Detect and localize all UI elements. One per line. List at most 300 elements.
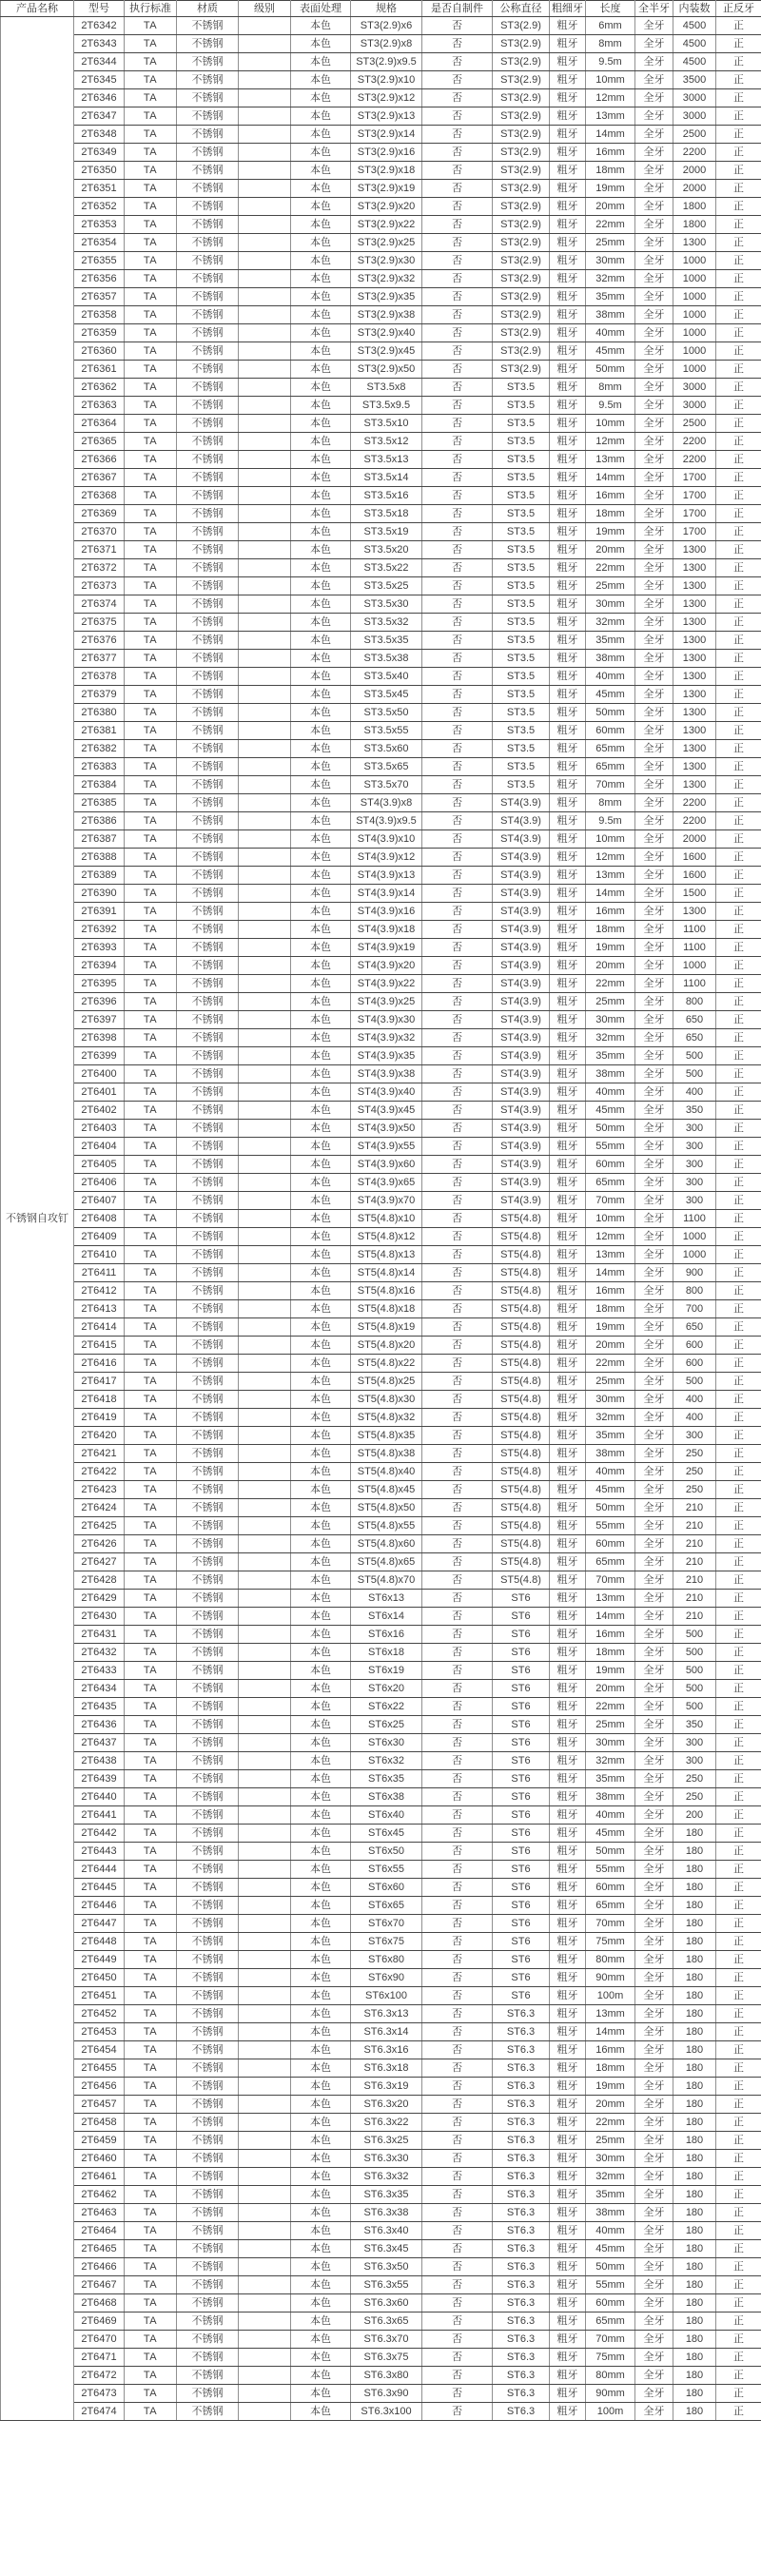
cell-full-half-thread: 全牙	[635, 1445, 673, 1463]
cell-thread-direction: 正	[716, 1318, 761, 1337]
cell-diameter: ST3(2.9)	[493, 216, 550, 234]
cell-standard: TA	[125, 1156, 177, 1174]
cell-diameter: ST3.5	[493, 650, 550, 668]
cell-grade	[239, 1825, 291, 1843]
table-row	[1, 1590, 761, 1608]
cell-spec: ST4(3.9)x38	[351, 1065, 422, 1083]
table-row	[1, 126, 761, 144]
cell-surface: 本色	[291, 1644, 351, 1662]
cell-length: 55mm	[586, 1138, 635, 1156]
cell-self-made: 否	[422, 632, 493, 650]
cell-standard: TA	[125, 2204, 177, 2222]
cell-thread-direction: 正	[716, 216, 761, 234]
cell-grade	[239, 993, 291, 1011]
cell-material: 不锈钢	[177, 1933, 239, 1951]
cell-length: 13mm	[586, 451, 635, 469]
cell-model: 2T6342	[74, 17, 125, 35]
cell-thread-pitch: 粗牙	[550, 1463, 586, 1481]
cell-length: 30mm	[586, 1391, 635, 1409]
cell-grade	[239, 1644, 291, 1662]
cell-spec: ST4(3.9)x35	[351, 1047, 422, 1065]
table-row	[1, 2132, 761, 2150]
cell-material: 不锈钢	[177, 252, 239, 270]
cell-spec: ST4(3.9)x13	[351, 867, 422, 885]
cell-thread-pitch: 粗牙	[550, 1734, 586, 1752]
cell-full-half-thread: 全牙	[635, 252, 673, 270]
cell-standard: TA	[125, 270, 177, 288]
cell-thread-direction: 正	[716, 1698, 761, 1716]
cell-thread-direction: 正	[716, 17, 761, 35]
cell-model: 2T6376	[74, 632, 125, 650]
cell-thread-direction: 正	[716, 2222, 761, 2240]
cell-spec: ST3.5x13	[351, 451, 422, 469]
cell-self-made: 否	[422, 342, 493, 361]
cell-material: 不锈钢	[177, 270, 239, 288]
cell-grade	[239, 2349, 291, 2367]
cell-model: 2T6421	[74, 1445, 125, 1463]
cell-diameter: ST6	[493, 1969, 550, 1987]
cell-model: 2T6436	[74, 1716, 125, 1734]
cell-self-made: 否	[422, 451, 493, 469]
cell-spec: ST6.3x16	[351, 2041, 422, 2059]
cell-full-half-thread: 全牙	[635, 397, 673, 415]
cell-thread-pitch: 粗牙	[550, 2222, 586, 2240]
cell-standard: TA	[125, 1047, 177, 1065]
cell-full-half-thread: 全牙	[635, 2005, 673, 2023]
cell-diameter: ST6.3	[493, 2313, 550, 2331]
cell-self-made: 否	[422, 53, 493, 71]
cell-self-made: 否	[422, 198, 493, 216]
cell-diameter: ST3(2.9)	[493, 270, 550, 288]
cell-full-half-thread: 全牙	[635, 1427, 673, 1445]
cell-length: 60mm	[586, 2294, 635, 2313]
cell-thread-pitch: 粗牙	[550, 1499, 586, 1517]
cell-full-half-thread: 全牙	[635, 1806, 673, 1825]
cell-pack-qty: 500	[673, 1047, 716, 1065]
cell-diameter: ST4(3.9)	[493, 957, 550, 975]
cell-pack-qty: 4500	[673, 17, 716, 35]
cell-diameter: ST4(3.9)	[493, 1047, 550, 1065]
cell-diameter: ST6	[493, 1734, 550, 1752]
cell-full-half-thread: 全牙	[635, 2078, 673, 2096]
cell-spec: ST6x70	[351, 1915, 422, 1933]
cell-thread-pitch: 粗牙	[550, 107, 586, 126]
cell-self-made: 否	[422, 270, 493, 288]
cell-grade	[239, 1445, 291, 1463]
cell-diameter: ST4(3.9)	[493, 1174, 550, 1192]
cell-model: 2T6356	[74, 270, 125, 288]
cell-material: 不锈钢	[177, 180, 239, 198]
cell-pack-qty: 180	[673, 1861, 716, 1879]
cell-full-half-thread: 全牙	[635, 722, 673, 740]
cell-grade	[239, 487, 291, 505]
table-row	[1, 252, 761, 270]
cell-material: 不锈钢	[177, 1192, 239, 1210]
cell-thread-direction: 正	[716, 306, 761, 324]
cell-thread-direction: 正	[716, 1246, 761, 1264]
cell-pack-qty: 3000	[673, 107, 716, 126]
cell-self-made: 否	[422, 541, 493, 559]
cell-thread-pitch: 粗牙	[550, 180, 586, 198]
cell-standard: TA	[125, 1228, 177, 1246]
cell-spec: ST3(2.9)x20	[351, 198, 422, 216]
cell-length: 20mm	[586, 2096, 635, 2114]
table-row	[1, 1011, 761, 1029]
cell-model: 2T6399	[74, 1047, 125, 1065]
cell-pack-qty: 2500	[673, 415, 716, 433]
cell-pack-qty: 210	[673, 1590, 716, 1608]
cell-standard: TA	[125, 1517, 177, 1535]
cell-thread-pitch: 粗牙	[550, 71, 586, 89]
col-diameter: 公称直径	[493, 1, 550, 17]
cell-grade	[239, 1373, 291, 1391]
cell-full-half-thread: 全牙	[635, 144, 673, 162]
cell-standard: TA	[125, 1102, 177, 1120]
cell-diameter: ST3(2.9)	[493, 234, 550, 252]
cell-full-half-thread: 全牙	[635, 2331, 673, 2349]
cell-surface: 本色	[291, 1192, 351, 1210]
cell-thread-direction: 正	[716, 1445, 761, 1463]
cell-material: 不锈钢	[177, 1120, 239, 1138]
cell-thread-pitch: 粗牙	[550, 162, 586, 180]
cell-self-made: 否	[422, 668, 493, 686]
cell-model: 2T6362	[74, 379, 125, 397]
cell-self-made: 否	[422, 469, 493, 487]
cell-material: 不锈钢	[177, 1806, 239, 1825]
cell-pack-qty: 180	[673, 2150, 716, 2168]
cell-surface: 本色	[291, 812, 351, 830]
cell-grade	[239, 1029, 291, 1047]
cell-diameter: ST5(4.8)	[493, 1264, 550, 1282]
cell-thread-pitch: 粗牙	[550, 1571, 586, 1590]
cell-grade	[239, 144, 291, 162]
cell-model: 2T6385	[74, 794, 125, 812]
cell-thread-direction: 正	[716, 2078, 761, 2096]
cell-model: 2T6364	[74, 415, 125, 433]
cell-thread-direction: 正	[716, 614, 761, 632]
cell-thread-pitch: 粗牙	[550, 523, 586, 541]
cell-standard: TA	[125, 324, 177, 342]
cell-surface: 本色	[291, 849, 351, 867]
cell-thread-direction: 正	[716, 270, 761, 288]
cell-model: 2T6413	[74, 1300, 125, 1318]
cell-standard: TA	[125, 523, 177, 541]
table-row	[1, 1120, 761, 1138]
cell-diameter: ST5(4.8)	[493, 1445, 550, 1463]
cell-grade	[239, 921, 291, 939]
cell-thread-pitch: 粗牙	[550, 1897, 586, 1915]
cell-thread-pitch: 粗牙	[550, 2132, 586, 2150]
cell-material: 不锈钢	[177, 776, 239, 794]
cell-thread-pitch: 粗牙	[550, 2078, 586, 2096]
cell-self-made: 否	[422, 1011, 493, 1029]
cell-thread-pitch: 粗牙	[550, 849, 586, 867]
cell-surface: 本色	[291, 1246, 351, 1264]
cell-spec: ST3.5x65	[351, 758, 422, 776]
cell-pack-qty: 1300	[673, 776, 716, 794]
table-row	[1, 198, 761, 216]
table-row	[1, 595, 761, 614]
col-thread-direction: 正反牙	[716, 1, 761, 17]
cell-length: 80mm	[586, 1951, 635, 1969]
cell-material: 不锈钢	[177, 740, 239, 758]
cell-diameter: ST5(4.8)	[493, 1427, 550, 1445]
cell-diameter: ST3.5	[493, 505, 550, 523]
cell-product-name: 不锈钢自攻钉	[1, 17, 74, 2421]
table-row	[1, 957, 761, 975]
table-row	[1, 975, 761, 993]
cell-diameter: ST4(3.9)	[493, 849, 550, 867]
cell-thread-direction: 正	[716, 1427, 761, 1445]
cell-full-half-thread: 全牙	[635, 2059, 673, 2078]
cell-material: 不锈钢	[177, 849, 239, 867]
table-row	[1, 342, 761, 361]
cell-full-half-thread: 全牙	[635, 1029, 673, 1047]
cell-self-made: 否	[422, 2114, 493, 2132]
cell-thread-direction: 正	[716, 288, 761, 306]
cell-standard: TA	[125, 1083, 177, 1102]
cell-grade	[239, 722, 291, 740]
cell-self-made: 否	[422, 867, 493, 885]
cell-length: 38mm	[586, 1065, 635, 1083]
table-row	[1, 758, 761, 776]
table-row	[1, 1264, 761, 1282]
cell-full-half-thread: 全牙	[635, 668, 673, 686]
cell-diameter: ST4(3.9)	[493, 812, 550, 830]
cell-grade	[239, 1282, 291, 1300]
cell-thread-pitch: 粗牙	[550, 595, 586, 614]
table-row	[1, 849, 761, 867]
cell-diameter: ST5(4.8)	[493, 1463, 550, 1481]
cell-material: 不锈钢	[177, 921, 239, 939]
cell-pack-qty: 180	[673, 1951, 716, 1969]
cell-self-made: 否	[422, 686, 493, 704]
cell-length: 22mm	[586, 1355, 635, 1373]
cell-thread-direction: 正	[716, 1463, 761, 1481]
cell-self-made: 否	[422, 1246, 493, 1264]
cell-thread-pitch: 粗牙	[550, 1300, 586, 1318]
cell-thread-direction: 正	[716, 433, 761, 451]
cell-thread-direction: 正	[716, 1734, 761, 1752]
cell-spec: ST3.5x38	[351, 650, 422, 668]
table-row	[1, 216, 761, 234]
cell-surface: 本色	[291, 1499, 351, 1517]
cell-standard: TA	[125, 830, 177, 849]
table-row	[1, 1481, 761, 1499]
cell-standard: TA	[125, 469, 177, 487]
table-row	[1, 1337, 761, 1355]
cell-thread-direction: 正	[716, 1391, 761, 1409]
cell-self-made: 否	[422, 1933, 493, 1951]
cell-material: 不锈钢	[177, 216, 239, 234]
cell-spec: ST6x22	[351, 1698, 422, 1716]
cell-length: 14mm	[586, 469, 635, 487]
cell-model: 2T6419	[74, 1409, 125, 1427]
cell-spec: ST5(4.8)x50	[351, 1499, 422, 1517]
cell-standard: TA	[125, 1825, 177, 1843]
cell-surface: 本色	[291, 71, 351, 89]
col-pack-qty: 内装数	[673, 1, 716, 17]
cell-length: 10mm	[586, 415, 635, 433]
cell-length: 40mm	[586, 1463, 635, 1481]
cell-grade	[239, 1120, 291, 1138]
cell-thread-pitch: 粗牙	[550, 1174, 586, 1192]
cell-length: 16mm	[586, 2041, 635, 2059]
cell-full-half-thread: 全牙	[635, 957, 673, 975]
cell-model: 2T6353	[74, 216, 125, 234]
table-row	[1, 1861, 761, 1879]
cell-self-made: 否	[422, 1355, 493, 1373]
cell-self-made: 否	[422, 2041, 493, 2059]
cell-grade	[239, 288, 291, 306]
cell-pack-qty: 500	[673, 1065, 716, 1083]
cell-standard: TA	[125, 1571, 177, 1590]
cell-material: 不锈钢	[177, 1825, 239, 1843]
cell-standard: TA	[125, 541, 177, 559]
cell-diameter: ST5(4.8)	[493, 1373, 550, 1391]
cell-standard: TA	[125, 1644, 177, 1662]
cell-spec: ST3(2.9)x50	[351, 361, 422, 379]
cell-standard: TA	[125, 1752, 177, 1770]
cell-thread-pitch: 粗牙	[550, 1047, 586, 1065]
cell-spec: ST5(4.8)x55	[351, 1517, 422, 1535]
cell-full-half-thread: 全牙	[635, 1553, 673, 1571]
table-row	[1, 1102, 761, 1120]
cell-thread-pitch: 粗牙	[550, 1355, 586, 1373]
cell-pack-qty: 300	[673, 1734, 716, 1752]
cell-spec: ST5(4.8)x14	[351, 1264, 422, 1282]
cell-full-half-thread: 全牙	[635, 541, 673, 559]
cell-pack-qty: 300	[673, 1120, 716, 1138]
cell-length: 13mm	[586, 2005, 635, 2023]
cell-material: 不锈钢	[177, 1427, 239, 1445]
cell-full-half-thread: 全牙	[635, 595, 673, 614]
cell-full-half-thread: 全牙	[635, 993, 673, 1011]
cell-spec: ST6x18	[351, 1644, 422, 1662]
cell-material: 不锈钢	[177, 1228, 239, 1246]
cell-thread-pitch: 粗牙	[550, 2005, 586, 2023]
cell-spec: ST6x16	[351, 1626, 422, 1644]
table-row	[1, 1825, 761, 1843]
cell-material: 不锈钢	[177, 306, 239, 324]
cell-thread-pitch: 粗牙	[550, 1608, 586, 1626]
cell-full-half-thread: 全牙	[635, 270, 673, 288]
cell-thread-pitch: 粗牙	[550, 1282, 586, 1300]
cell-full-half-thread: 全牙	[635, 2150, 673, 2168]
table-row	[1, 2023, 761, 2041]
cell-length: 20mm	[586, 198, 635, 216]
cell-self-made: 否	[422, 1590, 493, 1608]
cell-grade	[239, 614, 291, 632]
cell-standard: TA	[125, 433, 177, 451]
cell-thread-pitch: 粗牙	[550, 1210, 586, 1228]
cell-surface: 本色	[291, 2168, 351, 2186]
cell-standard: TA	[125, 686, 177, 704]
cell-material: 不锈钢	[177, 1644, 239, 1662]
cell-thread-pitch: 粗牙	[550, 2276, 586, 2294]
cell-model: 2T6459	[74, 2132, 125, 2150]
cell-grade	[239, 2168, 291, 2186]
cell-model: 2T6395	[74, 975, 125, 993]
cell-grade	[239, 704, 291, 722]
cell-surface: 本色	[291, 686, 351, 704]
cell-surface: 本色	[291, 1788, 351, 1806]
cell-thread-direction: 正	[716, 1138, 761, 1156]
cell-diameter: ST3(2.9)	[493, 17, 550, 35]
cell-thread-pitch: 粗牙	[550, 2204, 586, 2222]
cell-thread-pitch: 粗牙	[550, 2240, 586, 2258]
cell-grade	[239, 1716, 291, 1734]
cell-model: 2T6345	[74, 71, 125, 89]
cell-model: 2T6348	[74, 126, 125, 144]
cell-standard: TA	[125, 1915, 177, 1933]
cell-thread-direction: 正	[716, 2331, 761, 2349]
cell-thread-pitch: 粗牙	[550, 704, 586, 722]
table-row	[1, 993, 761, 1011]
table-row	[1, 1192, 761, 1210]
cell-self-made: 否	[422, 2349, 493, 2367]
cell-standard: TA	[125, 1734, 177, 1752]
table-row	[1, 1156, 761, 1174]
cell-spec: ST4(3.9)x20	[351, 957, 422, 975]
cell-thread-direction: 正	[716, 1806, 761, 1825]
cell-length: 22mm	[586, 2114, 635, 2132]
cell-spec: ST4(3.9)x19	[351, 939, 422, 957]
cell-grade	[239, 361, 291, 379]
cell-thread-direction: 正	[716, 2005, 761, 2023]
cell-surface: 本色	[291, 1897, 351, 1915]
cell-thread-pitch: 粗牙	[550, 1915, 586, 1933]
cell-surface: 本色	[291, 198, 351, 216]
cell-thread-direction: 正	[716, 812, 761, 830]
cell-material: 不锈钢	[177, 1571, 239, 1590]
cell-self-made: 否	[422, 2168, 493, 2186]
cell-grade	[239, 1337, 291, 1355]
cell-diameter: ST5(4.8)	[493, 1337, 550, 1355]
cell-thread-pitch: 粗牙	[550, 1445, 586, 1463]
table-row	[1, 740, 761, 758]
cell-diameter: ST6	[493, 1825, 550, 1843]
cell-thread-direction: 正	[716, 451, 761, 469]
cell-length: 13mm	[586, 1590, 635, 1608]
cell-model: 2T6433	[74, 1662, 125, 1680]
cell-length: 32mm	[586, 1752, 635, 1770]
cell-self-made: 否	[422, 1969, 493, 1987]
cell-diameter: ST6	[493, 1698, 550, 1716]
cell-pack-qty: 1000	[673, 1228, 716, 1246]
table-row	[1, 1698, 761, 1716]
cell-spec: ST5(4.8)x19	[351, 1318, 422, 1337]
cell-model: 2T6442	[74, 1825, 125, 1843]
cell-diameter: ST4(3.9)	[493, 1011, 550, 1029]
cell-thread-direction: 正	[716, 1409, 761, 1427]
cell-grade	[239, 2150, 291, 2168]
cell-full-half-thread: 全牙	[635, 433, 673, 451]
cell-standard: TA	[125, 1716, 177, 1734]
cell-material: 不锈钢	[177, 53, 239, 71]
cell-diameter: ST4(3.9)	[493, 921, 550, 939]
cell-material: 不锈钢	[177, 2276, 239, 2294]
cell-surface: 本色	[291, 704, 351, 722]
cell-grade	[239, 1806, 291, 1825]
cell-spec: ST6x75	[351, 1933, 422, 1951]
cell-thread-direction: 正	[716, 2204, 761, 2222]
cell-material: 不锈钢	[177, 288, 239, 306]
cell-thread-direction: 正	[716, 1770, 761, 1788]
cell-pack-qty: 1300	[673, 740, 716, 758]
cell-length: 32mm	[586, 270, 635, 288]
cell-thread-direction: 正	[716, 324, 761, 342]
